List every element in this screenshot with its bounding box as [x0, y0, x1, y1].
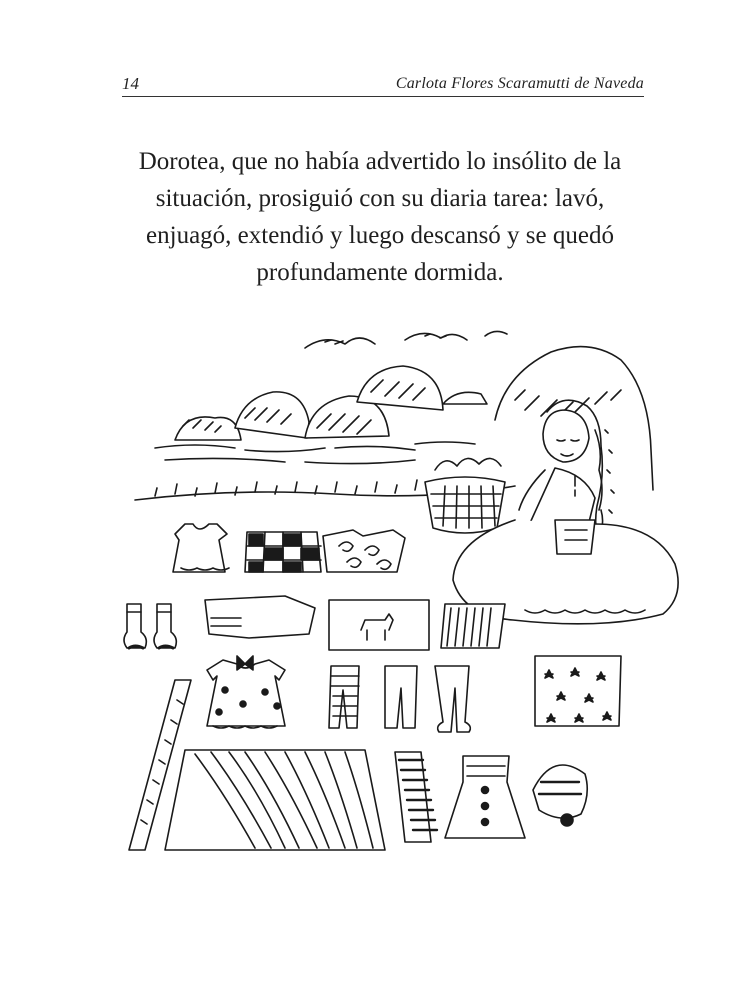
- page-header: [122, 74, 644, 97]
- clothes-row-3: [207, 656, 621, 732]
- illustration-laundry-drawing: [95, 300, 695, 870]
- white-pajamas: [205, 596, 315, 638]
- white-dress: [173, 524, 227, 572]
- running-head: Carlota Flores Scaramutti de Naveda: [395, 75, 644, 92]
- sea-rocks: [155, 366, 487, 464]
- dog-cloth: [329, 600, 429, 650]
- white-pants: [385, 666, 417, 728]
- clothes-row-4: [165, 750, 587, 850]
- distant-clouds: [305, 331, 507, 348]
- socks: [124, 604, 176, 648]
- dark-scarf: [395, 752, 431, 842]
- clothes-row-2: [124, 596, 505, 650]
- footed-pants: [435, 666, 470, 732]
- illustration-svg: [95, 300, 695, 870]
- laundry-basket: [425, 458, 505, 533]
- clothes-row-1: [173, 524, 405, 572]
- page-number: 14: [122, 74, 139, 93]
- bow-dress: [207, 660, 285, 726]
- knit-hat: [533, 765, 587, 818]
- body-paragraph: Dorotea, que no había advertido lo insólito de la situación, prosiguió con su diaria tarea: lavó, enjuagó, extendió y luego descansó y se quedó profundamente dormida.: [138, 148, 622, 286]
- swirl-shirt: [323, 530, 405, 572]
